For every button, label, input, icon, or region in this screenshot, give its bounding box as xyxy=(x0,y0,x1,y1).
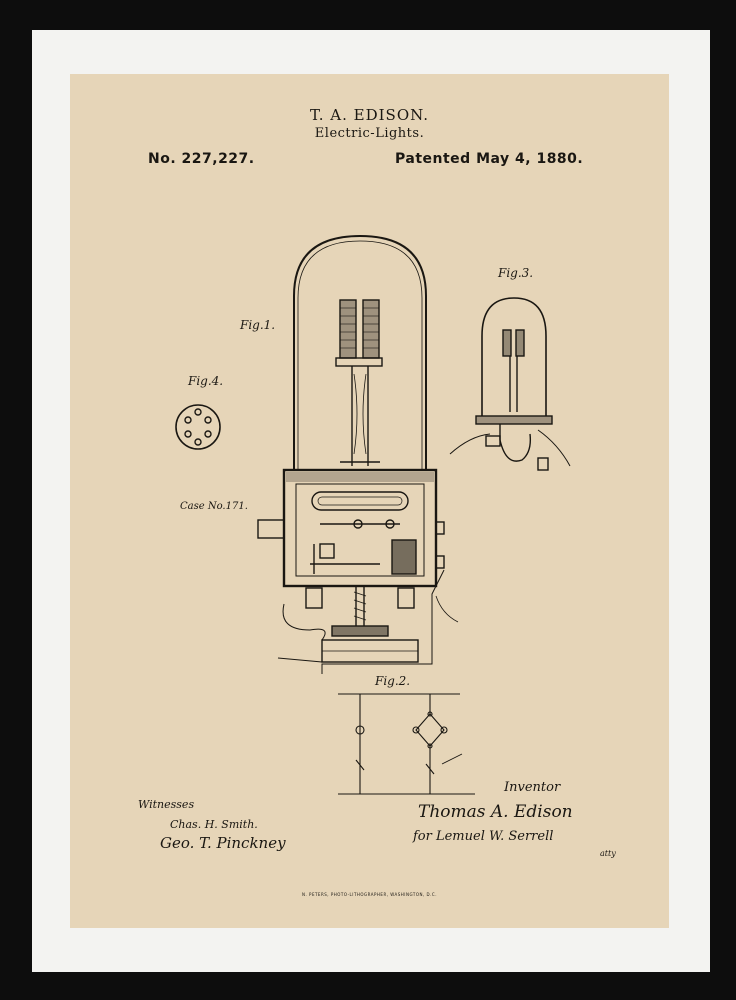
fig1-label: Fig.1. xyxy=(240,318,276,332)
fig4-label: Fig.4. xyxy=(188,374,224,388)
witness-signature: Chas. H. Smith. xyxy=(170,818,258,831)
witnesses-label: Witnesses xyxy=(138,798,195,811)
inventor-signature: Thomas A. Edison xyxy=(418,802,573,822)
printer-credit: N. PETERS, PHOTO-LITHOGRAPHER, WASHINGTON, D.C. xyxy=(302,892,437,897)
fig3-lamp-drawing xyxy=(450,298,570,470)
case-number: Case No.171. xyxy=(180,501,248,512)
fig4-detail-drawing xyxy=(176,405,220,449)
patent-sheet xyxy=(70,74,669,928)
inventor-label: Inventor xyxy=(504,780,561,795)
witness-signature: Geo. T. Pinckney xyxy=(160,834,286,852)
patent-number: No. 227,227. xyxy=(148,151,255,167)
attorney-signature: for Lemuel W. Serrell xyxy=(413,829,554,844)
inventor-name: T. A. EDISON. xyxy=(309,106,430,124)
attorney-suffix: atty xyxy=(600,849,616,858)
fig1-lamp-drawing xyxy=(258,236,458,674)
fig2-label: Fig.2. xyxy=(375,674,411,688)
patent-date: Patented May 4, 1880. xyxy=(395,151,584,167)
invention-title: Electric-Lights. xyxy=(314,126,425,141)
fig3-label: Fig.3. xyxy=(498,266,534,280)
fig2-circuit-diagram xyxy=(338,694,475,794)
